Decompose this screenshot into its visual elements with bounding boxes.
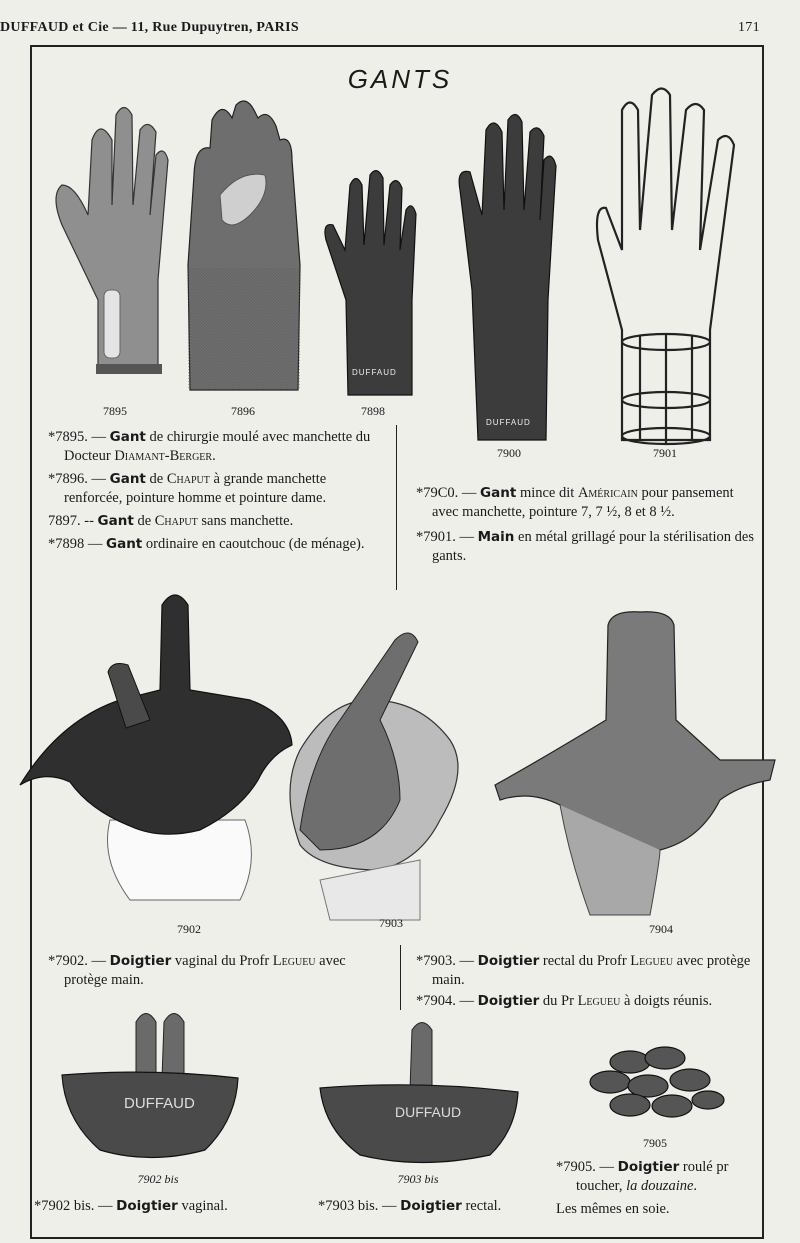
entry-7904: *7904. — Doigtier du Pr Legueu à doigts réunis. — [416, 993, 713, 1009]
entry-7903bis: *7903 bis. — Doigtier rectal. — [318, 1198, 502, 1214]
imprint-7903bis: DUFFAUD — [395, 1104, 462, 1120]
entry-7895: *7895. — Gant de chirurgie moulé avec manchette du Docteur Diamant-Berger. — [48, 429, 371, 464]
wire-hand-7901-illustration — [597, 89, 734, 445]
entry-7900: *79C0. — Gant mince dit Américain pour pansement avec manchette, pointure 7, 7 ½, 8 et 8 ½. — [416, 485, 734, 520]
glove-7898-illustration — [325, 171, 416, 395]
desc-block-middle-right — [416, 952, 756, 1011]
fig-caption-7895: 7895 — [103, 404, 127, 418]
finger-cot-7903bis-illustration — [320, 1023, 518, 1163]
fig-caption-7904: 7904 — [649, 922, 673, 936]
glove-7896-illustration — [188, 101, 300, 390]
entry-7902bis: *7902 bis. — Doigtier vaginal. — [34, 1198, 228, 1214]
column-divider-middle — [400, 945, 401, 1010]
desc-block-top-right — [416, 484, 756, 566]
entry-7897: 7897. -- Gant de Chaput sans manchette. — [48, 513, 294, 529]
fig-caption-7896: 7896 — [231, 404, 255, 418]
entry-7905: *7905. — Doigtier roulé pr toucher, la douzaine. Les mêmes en soie. — [556, 1158, 756, 1219]
fig-caption-7902: 7902 — [177, 922, 201, 936]
entry-7898: *7898 — Gant ordinaire en caoutchouc (de ménage). — [48, 536, 365, 552]
imprint-7898: DUFFAUD — [352, 368, 397, 377]
fig-caption-7900: 7900 — [497, 446, 521, 460]
fig-caption-7903bis: 7903 bis — [397, 1172, 439, 1186]
glove-7895-illustration — [56, 108, 168, 375]
column-divider-top — [396, 425, 397, 590]
page-title: GANTS — [347, 64, 453, 94]
finger-cot-7904-illustration — [495, 612, 775, 915]
header-publisher: DUFFAUD et Cie — 11, Rue Dupuytren, PARIS — [0, 20, 299, 35]
finger-cot-7902bis-illustration — [62, 1014, 238, 1158]
fig-caption-7898: 7898 — [361, 404, 385, 418]
glove-7900-illustration — [459, 114, 556, 440]
page-number: 171 — [738, 20, 760, 35]
desc-block-top-left — [48, 428, 378, 554]
fig-caption-7901: 7901 — [653, 446, 677, 460]
fig-caption-7903: 7903 — [379, 916, 403, 930]
finger-cot-pile-7905-illustration — [590, 1047, 724, 1117]
finger-cot-7902-illustration — [20, 595, 292, 900]
entry-7905-soie: Les mêmes en soie. — [556, 1201, 670, 1217]
finger-cot-7903-illustration — [290, 633, 458, 920]
entry-7901: *7901. — Main en métal grillagé pour la stérilisation des gants. — [416, 529, 755, 564]
entry-7896: *7896. — Gant de Chaput à grande manchette renforcée, pointure homme et pointure dame. — [48, 471, 327, 506]
entry-7903: *7903. — Doigtier rectal du Profr Legueu avec protège main. — [416, 953, 751, 988]
imprint-7902bis: DUFFAUD — [124, 1095, 195, 1112]
entry-7902: *7902. — Doigtier vaginal du Profr Legueu avec protège main. — [48, 953, 346, 988]
fig-caption-7902bis: 7902 bis — [137, 1172, 179, 1186]
fig-caption-7905: 7905 — [643, 1136, 667, 1150]
imprint-7900: DUFFAUD — [486, 418, 531, 427]
